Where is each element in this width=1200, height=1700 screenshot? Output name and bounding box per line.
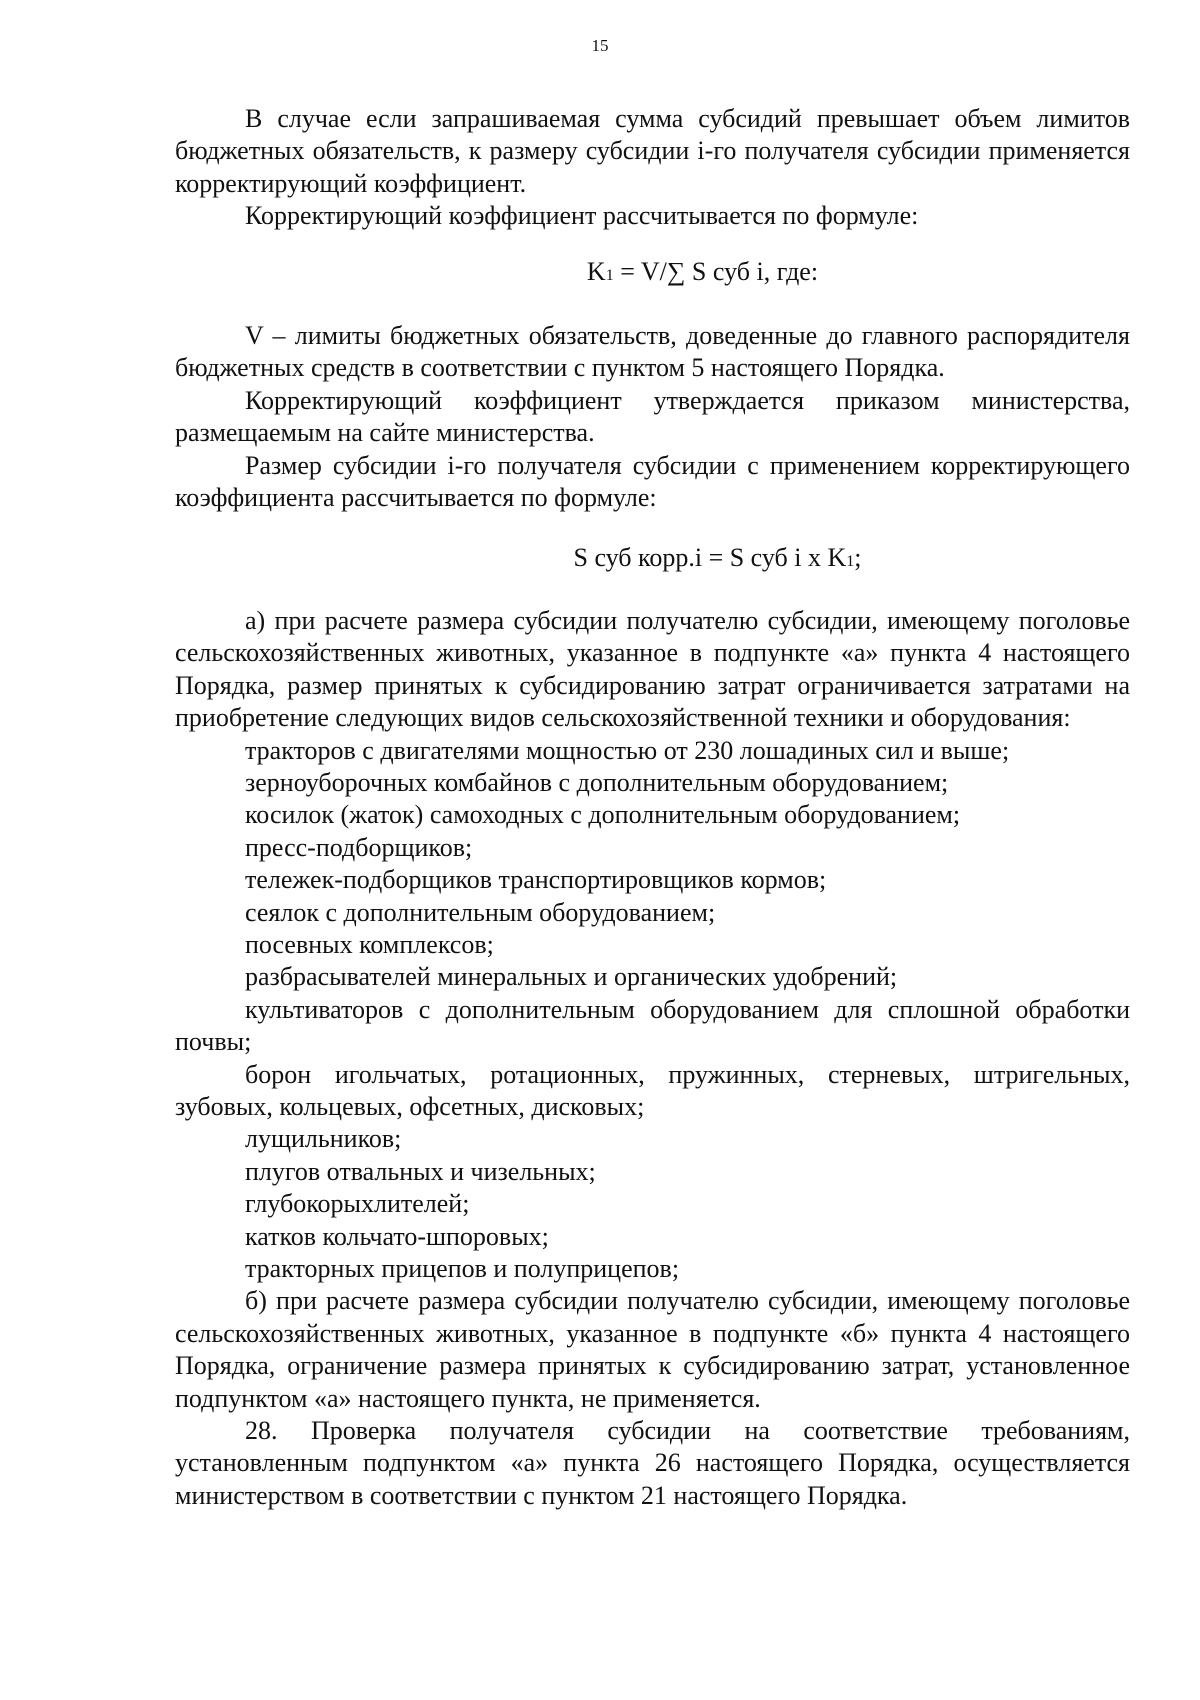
equipment-list <box>175 735 1130 1286</box>
paragraph-subpoint-a: а) при расчете размера субсидии получателю субсидии, имеющему поголовье сельскохозяйственных животных, указанное в подпункте «а» пункта 4 настоящего Порядка, размер принятых к субсидированию затрат ограничивается затратами на приобретение следующих видов сельскохозяйственной техники и оборудования: <box>175 605 1130 733</box>
list-item: плугов отвальных и чизельных; <box>245 1156 596 1186</box>
list-item: зерноуборочных комбайнов с дополнительным оборудованием; <box>245 767 949 797</box>
paragraph-corrected-subsidy-intro: Размер субсидии i-го получателя субсидии с применением корректирующего коэффициента рассчитывается по формуле: <box>175 450 1130 513</box>
list-item: косилок (жаток) самоходных с дополнительным оборудованием; <box>245 800 961 830</box>
list-item: глубокорыхлителей; <box>245 1189 470 1219</box>
document-body <box>175 103 1130 1512</box>
formula-corrected-subsidy-subscript: 1 <box>846 553 855 571</box>
paragraph-coefficient-formula-intro: Корректирующий коэффициент рассчитывается по формуле: <box>245 201 919 231</box>
formula-coefficient-lhs: K <box>586 256 606 286</box>
formula-corrected-subsidy <box>175 542 1130 578</box>
paragraph-subpoint-b: б) при расчете размера субсидии получателю субсидии, имеющему поголовье сельскохозяйственных животных, указанное в подпункте «б» пункта 4 настоящего Порядка, ограничение размера принятых к субсидированию затрат, установленное подпунктом «а» настоящего пункта, не применяется. <box>175 1286 1130 1413</box>
list-item: тракторных прицепов и полуприцепов; <box>245 1254 680 1283</box>
list-item: борон игольчатых, ротационных, пружинных, стерневых, штригельных, зубовых, кольцевых, офсетных, дисковых; <box>175 1059 1130 1121</box>
paragraph-limits-definition: V – лимиты бюджетных обязательств, доведенные до главного распорядителя бюджетных средств в соответствии с пунктом 5 настоящего Порядка. <box>175 321 1130 383</box>
formula-coefficient-subscript: 1 <box>605 266 614 284</box>
list-item: пресс-подборщиков; <box>245 832 473 862</box>
formula-coefficient-rhs: = V/∑ S суб i, где: <box>613 256 819 286</box>
paragraph-coefficient-approval: Корректирующий коэффициент утверждается приказом министерства, размещаемым на сайте министерства. <box>175 385 1130 448</box>
list-item: сеялок с дополнительным оборудованием; <box>245 897 716 927</box>
list-item: тракторов с двигателями мощностью от 230 лошадиных сил и выше; <box>245 735 1010 765</box>
page-number: 15 <box>591 36 609 55</box>
list-item: посевных комплексов; <box>245 929 494 959</box>
list-item: тележек-подборщиков транспортировщиков кормов; <box>245 865 827 895</box>
list-item: лущильников; <box>245 1124 402 1154</box>
list-item: катков кольчато-шпоровых; <box>245 1221 549 1251</box>
formula-corrected-subsidy-body: S суб корр.i = S суб i x K <box>573 543 847 573</box>
paragraph-point-28: 28. Проверка получателя субсидии на соответствие требованиям, установленным подпунктом «а» пункта 26 настоящего Порядка, осуществляется министерством в соответствии с пунктом 21 настоящего Порядка. <box>175 1416 1130 1510</box>
formula-corrected-subsidy-tail: ; <box>854 543 862 573</box>
list-item: разбрасывателей минеральных и органических удобрений; <box>245 962 898 992</box>
paragraph-correction-condition: В случае если запрашиваемая сумма субсидий превышает объем лимитов бюджетных обязательств, к размеру субсидии i-го получателя субсидии применяется корректирующий коэффициент. <box>175 104 1130 198</box>
formula-coefficient <box>175 256 1130 292</box>
list-item: культиваторов с дополнительным оборудованием для сплошной обработки почвы; <box>175 994 1130 1057</box>
